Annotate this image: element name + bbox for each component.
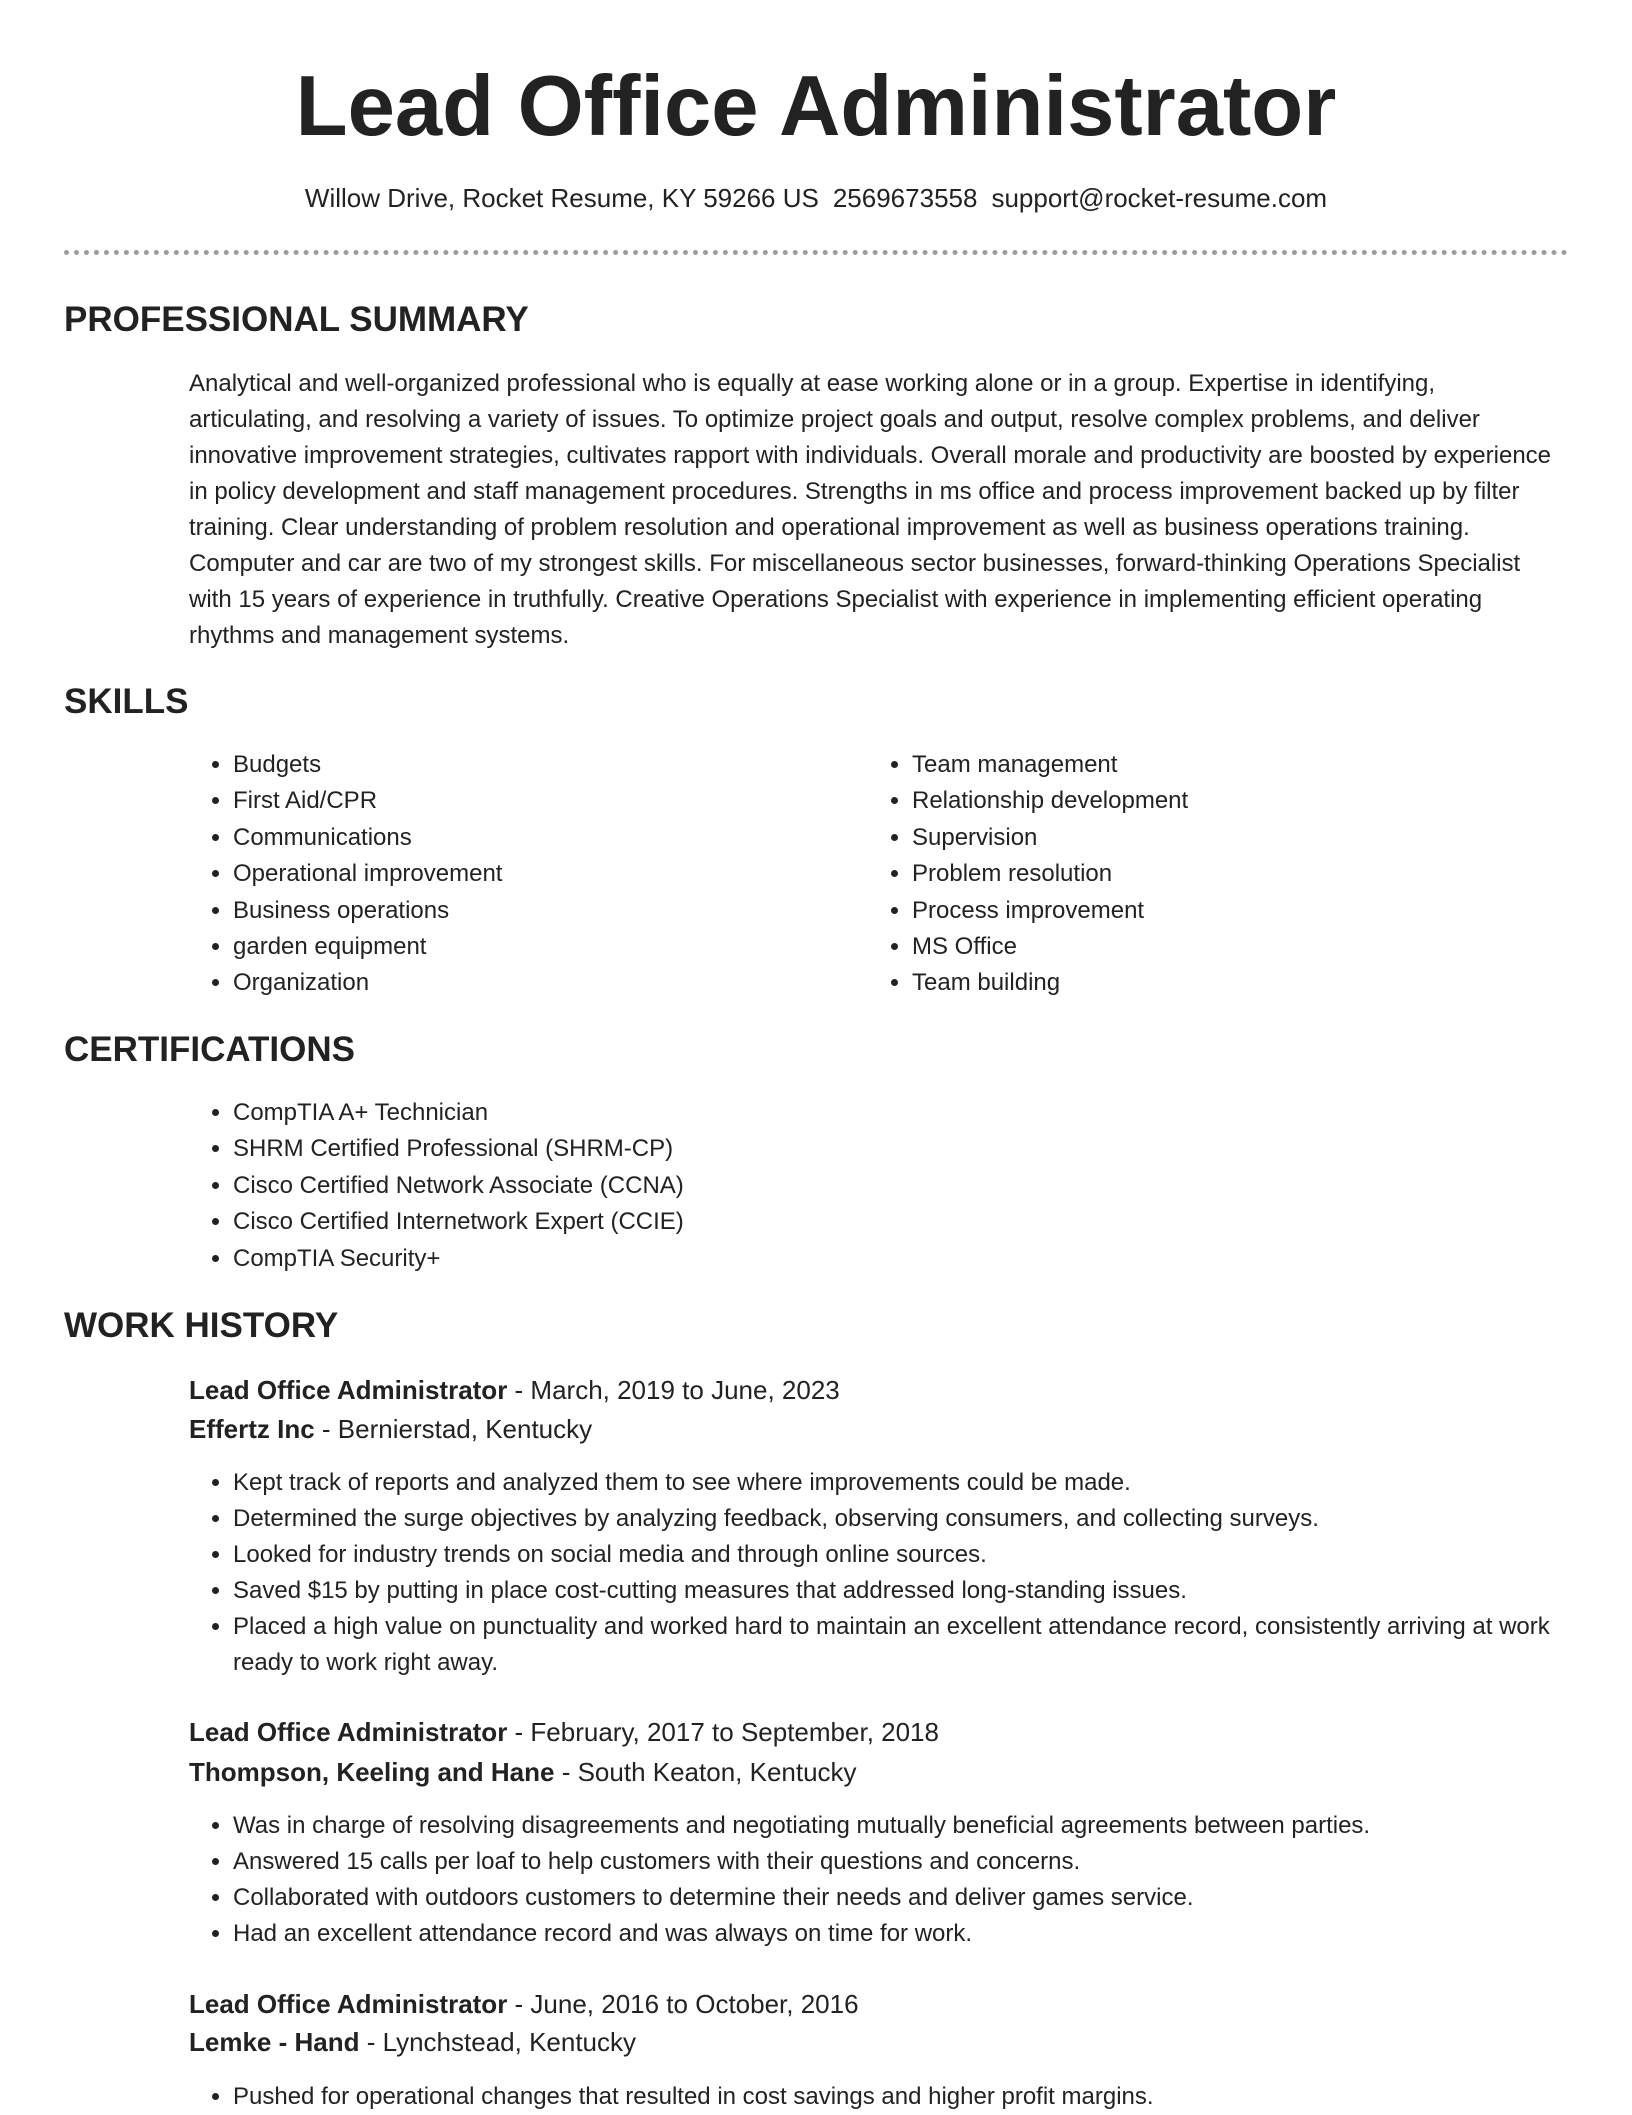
certifications-heading: CERTIFICATIONS xyxy=(64,1030,356,1069)
skill-item: • Process improvement xyxy=(912,893,1532,929)
skill-item: • Operational improvement xyxy=(233,856,853,892)
skill-item: • Team building xyxy=(912,965,1532,1001)
header-divider xyxy=(64,250,1568,255)
job-bullet: • Collaborated with outdoors customers to determine their needs and deliver games service. xyxy=(233,1880,1603,1916)
summary-text: Analytical and well-organized professional who is equally at ease working alone or in a group. Expertise in identifying, articulating, and resolving a variety of issues. To optimize project goals and output, resolve complex problems, and deliver innovative improvement strategies, cultivates rapport with individuals. Overall morale and productivity are boosted by experience in policy development and staff management procedures. Strengths in ms office and process improvement backed up by filter training. Clear understanding of problem resolution and operational improvement as well as business operations training. Computer and car are two of my strongest skills. For miscellaneous sector businesses, forward-thinking Operations Specialist with 15 years of experience in truthfully. Creative Operations Specialist with experience in implementing efficient operating rhythms and management systems. xyxy=(189,370,1552,649)
resume-name: Lead Office Administrator xyxy=(295,59,1337,154)
skills-heading: SKILLS xyxy=(64,682,189,721)
skills-list-right xyxy=(868,747,1532,1002)
job-title: Lead Office Administrator xyxy=(189,1989,508,2019)
contact-email: support@rocket-resume.com xyxy=(991,183,1328,213)
job-title: Lead Office Administrator xyxy=(189,1717,508,1747)
skill-item: • First Aid/CPR xyxy=(233,783,853,819)
job-bullet: • Was in charge of resolving disagreements and negotiating mutually beneficial agreements between parties. xyxy=(233,1808,1603,1844)
certification-item: • CompTIA Security+ xyxy=(233,1241,1533,1277)
certification-item: • Cisco Certified Internetwork Expert (CCIE) xyxy=(233,1204,1533,1240)
skill-item: • Relationship development xyxy=(912,783,1532,819)
job-company-line xyxy=(189,1410,592,1448)
job-title-line xyxy=(189,1371,840,1409)
job-company: Lemke - Hand xyxy=(189,2027,360,2057)
job-bullet: • Kept track of reports and analyzed them to see where improvements could be made. xyxy=(233,1465,1603,1501)
contact-phone: 2569673558 xyxy=(832,183,978,213)
job-bullets xyxy=(189,1465,1603,1681)
certification-item: • CompTIA A+ Technician xyxy=(233,1095,1533,1131)
contact-line xyxy=(0,180,1632,216)
work-history-heading: WORK HISTORY xyxy=(64,1306,339,1345)
job-company: Thompson, Keeling and Hane xyxy=(189,1757,555,1787)
skill-item: • Budgets xyxy=(233,747,853,783)
job-company-line xyxy=(189,1753,857,1791)
certification-item: • SHRM Certified Professional (SHRM-CP) xyxy=(233,1131,1533,1167)
contact-address: Willow Drive, Rocket Resume, KY 59266 US xyxy=(304,183,819,213)
skills-list-left xyxy=(189,747,853,1002)
job-bullet: • Had an excellent attendance record and was always on time for work. xyxy=(233,1916,1603,1952)
skill-item: • Supervision xyxy=(912,820,1532,856)
job-location: - South Keaton, Kentucky xyxy=(554,1757,857,1787)
skill-item: • Team management xyxy=(912,747,1532,783)
skill-item: • Problem resolution xyxy=(912,856,1532,892)
job-dates: - February, 2017 to September, 2018 xyxy=(507,1717,939,1747)
job-company: Effertz Inc xyxy=(189,1414,315,1444)
job-bullet: • Placed a high value on punctuality and worked hard to maintain an excellent attendance record, consistently arriving at work ready to work right away. xyxy=(233,1609,1603,1681)
job-bullet: • Answered 15 calls per loaf to help customers with their questions and concerns. xyxy=(233,1844,1603,1880)
job-location: - Lynchstead, Kentucky xyxy=(359,2027,637,2057)
job-location: - Bernierstad, Kentucky xyxy=(314,1414,593,1444)
job-bullet: • Determined the surge objectives by analyzing feedback, observing consumers, and collecting surveys. xyxy=(233,1501,1603,1537)
certification-item: • Cisco Certified Network Associate (CCNA) xyxy=(233,1168,1533,1204)
certifications-list xyxy=(189,1095,1533,1277)
job-title: Lead Office Administrator xyxy=(189,1375,508,1405)
job-title-line xyxy=(189,1985,859,2023)
skill-item: • Organization xyxy=(233,965,853,1001)
job-bullets xyxy=(189,1808,1603,1952)
skill-item: • MS Office xyxy=(912,929,1532,965)
skill-item: • Business operations xyxy=(233,893,853,929)
skill-item: • garden equipment xyxy=(233,929,853,965)
job-company-line xyxy=(189,2023,636,2061)
job-bullet: • Saved $15 by putting in place cost-cutting measures that addressed long-standing issues. xyxy=(233,1573,1603,1609)
summary-heading: PROFESSIONAL SUMMARY xyxy=(64,300,529,339)
skill-item: • Communications xyxy=(233,820,853,856)
job-dates: - March, 2019 to June, 2023 xyxy=(507,1375,840,1405)
job-dates: - June, 2016 to October, 2016 xyxy=(507,1989,859,2019)
job-bullets xyxy=(189,2079,1603,2115)
job-bullet: • Pushed for operational changes that resulted in cost savings and higher profit margins. xyxy=(233,2079,1603,2115)
job-title-line xyxy=(189,1713,939,1751)
job-bullet: • Looked for industry trends on social media and through online sources. xyxy=(233,1537,1603,1573)
